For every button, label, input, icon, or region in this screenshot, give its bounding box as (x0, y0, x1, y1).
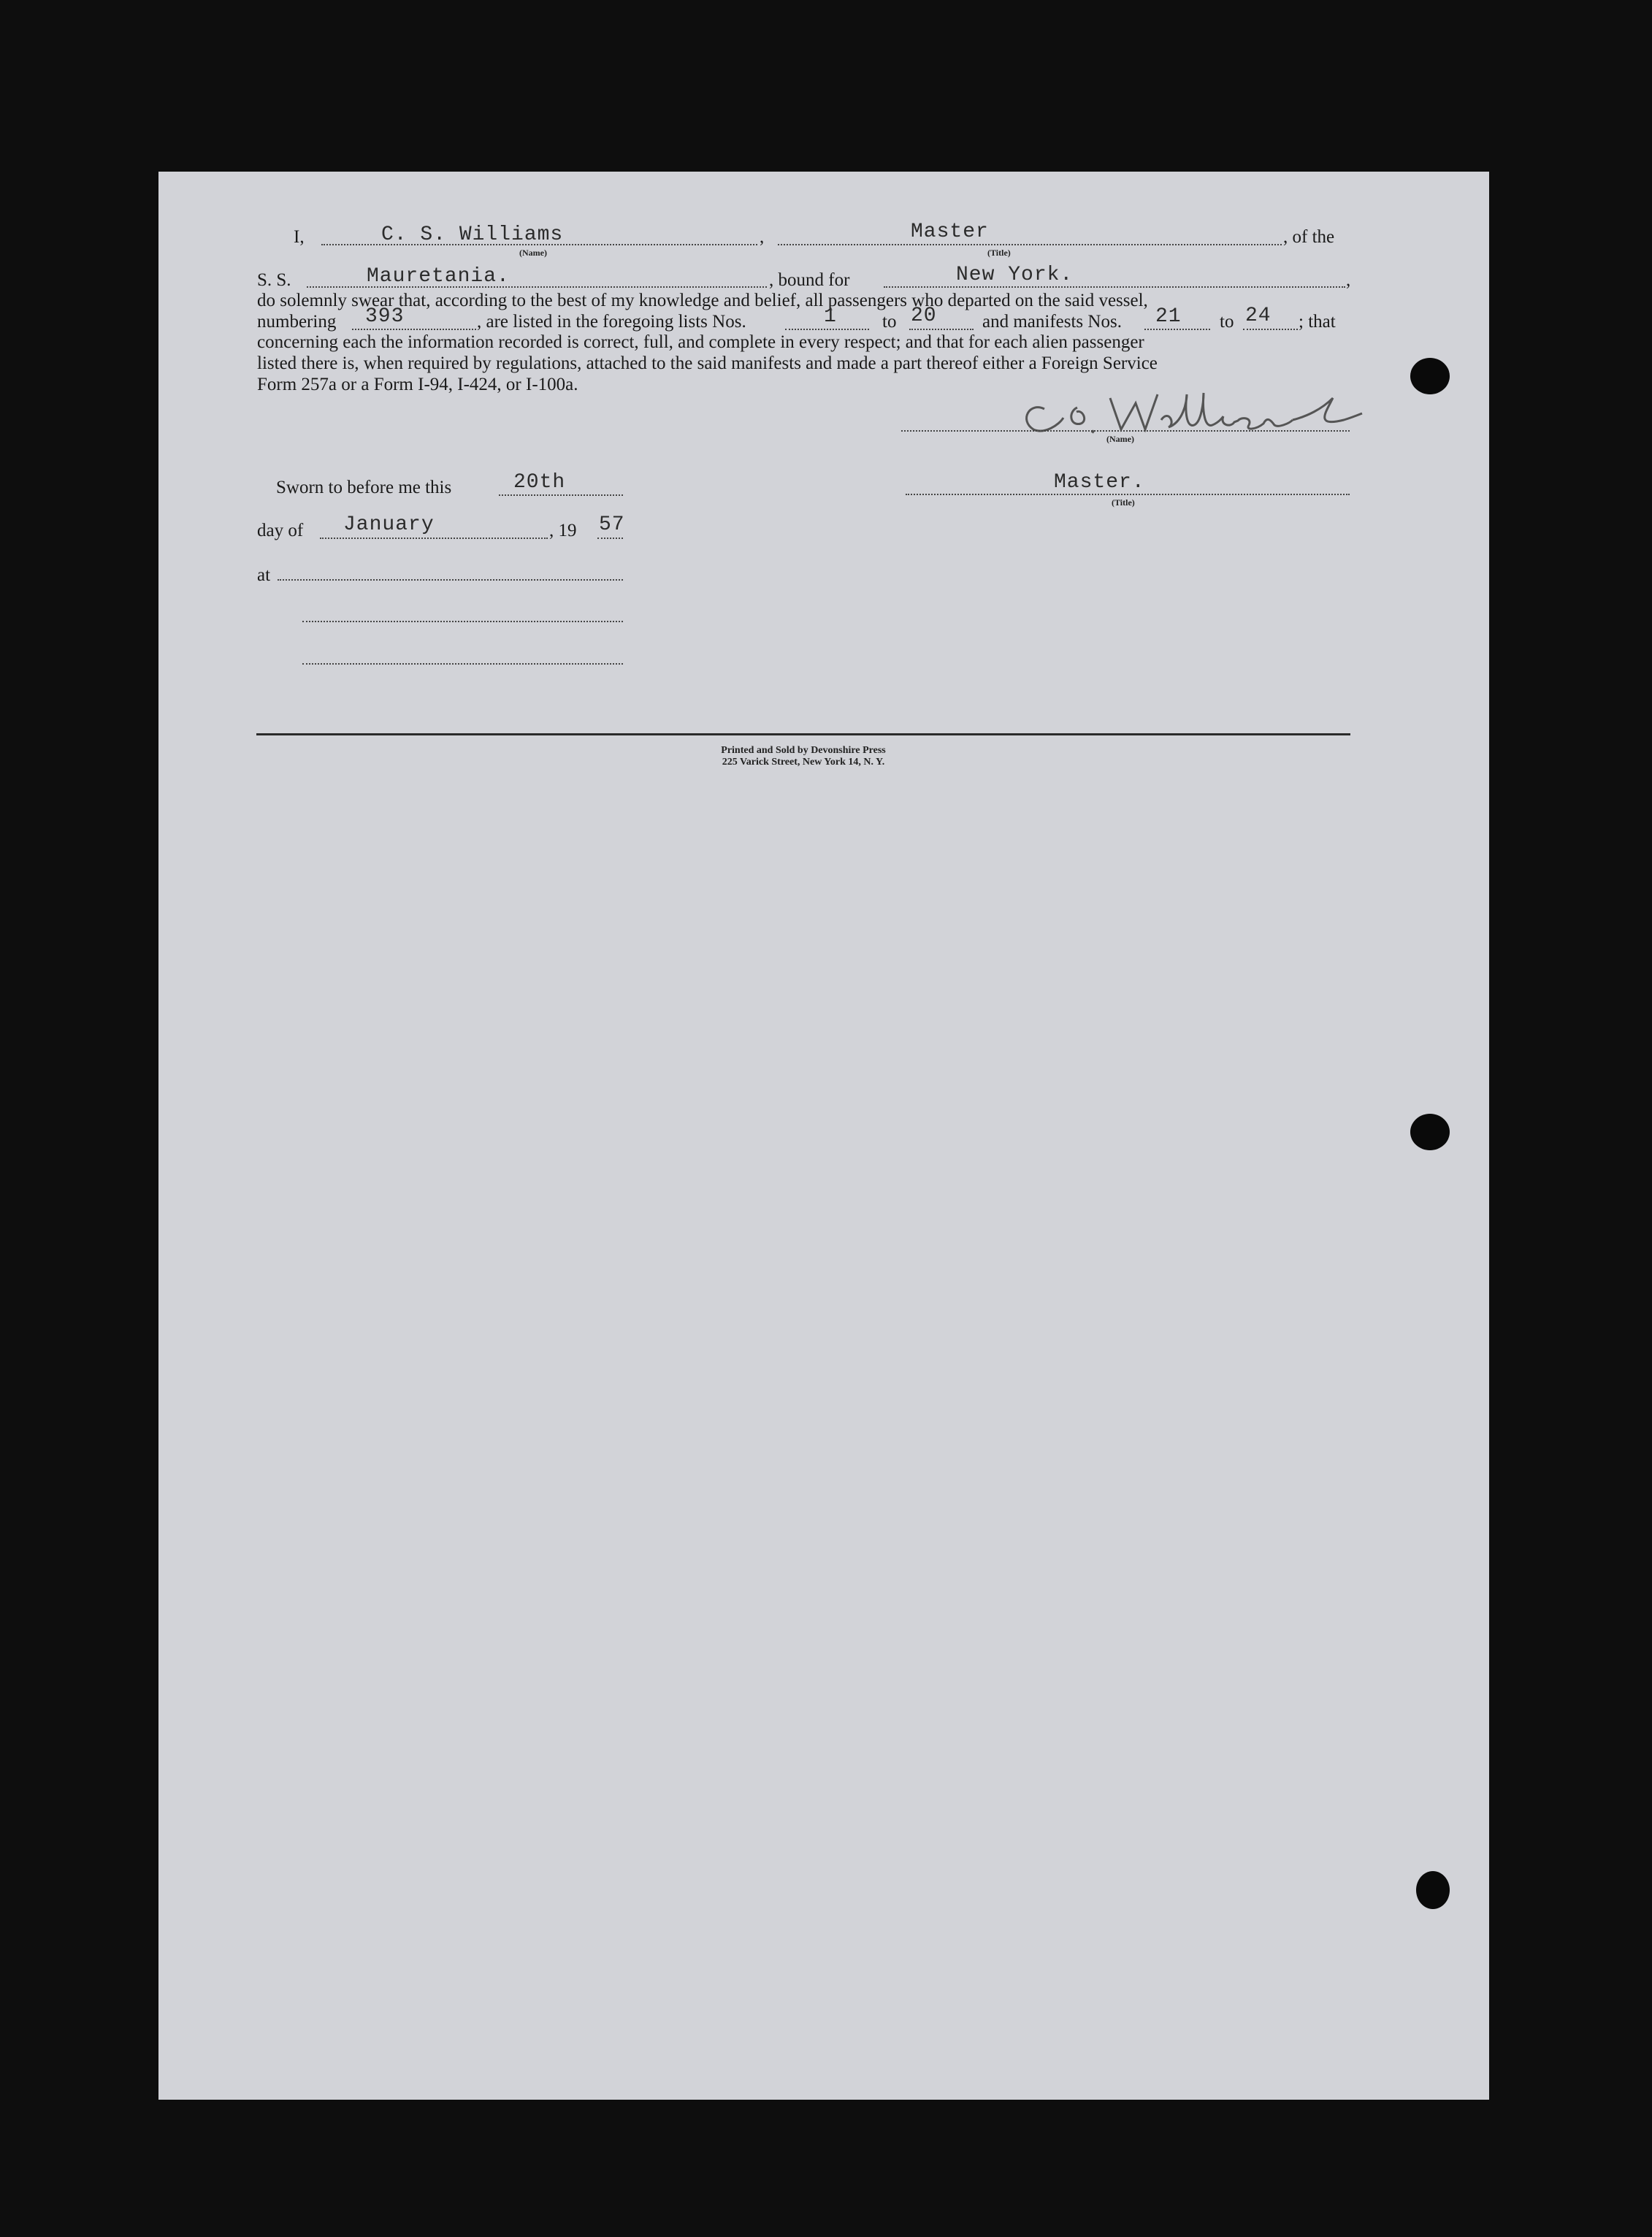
that-label: ; that (1299, 312, 1336, 332)
oath-body-line-3: do solemnly swear that, according to the best of my knowledge and belief, all passengers who departed on the said vessel, (257, 291, 1148, 310)
ss-label: S. S. (257, 270, 291, 290)
oath-body-line-6: listed there is, when required by regulations, attached to the said manifests and made a part thereof either a Foreign Service (257, 353, 1158, 373)
listed-text: , are listed in the foregoing lists Nos. (477, 312, 746, 332)
master-name-value: C. S. Williams (381, 223, 564, 246)
printer-imprint-line-2: 225 Varick Street, New York 14, N. Y. (722, 757, 885, 768)
manifest-to-value: 24 (1245, 305, 1271, 327)
comma-separator-2: , (1346, 270, 1351, 290)
master-title-value: Master (911, 221, 989, 243)
at-label: at (257, 565, 271, 585)
month-dotted-line (320, 538, 548, 539)
day-of-label: day of (257, 521, 304, 540)
name-caption: (Name) (519, 248, 547, 258)
punch-hole-top (1410, 358, 1450, 394)
passenger-count-value: 393 (365, 305, 405, 328)
punch-hole-bottom (1416, 1871, 1450, 1909)
list-to-value: 20 (911, 305, 937, 327)
year-dotted-line (597, 538, 623, 539)
list-from-value: 1 (824, 305, 837, 328)
bound-for-label: , bound for (769, 270, 850, 290)
signature-dotted-line (901, 430, 1350, 432)
location-dotted-line-1 (278, 579, 623, 581)
printer-imprint-line-1: Printed and Sold by Devonshire Press (721, 745, 886, 756)
sworn-label: Sworn to before me this (276, 478, 452, 497)
manifest-to-dotted-line (1243, 329, 1298, 330)
vessel-name-value: Mauretania. (367, 265, 510, 288)
oath-i-label: I, (294, 227, 305, 247)
numbering-label: numbering (257, 312, 337, 332)
day-dotted-line (499, 494, 623, 496)
divider-rule (256, 733, 1350, 735)
manifest-from-dotted-line (1144, 329, 1210, 330)
title-caption: (Title) (987, 248, 1011, 258)
location-dotted-line-2 (302, 621, 623, 622)
title-dotted-line (778, 244, 1282, 245)
to-label-1: to (882, 312, 897, 332)
oath-body-line-5: concerning each the information recorded is correct, full, and complete in every respect; and that for each alien passenger (257, 332, 1144, 352)
comma-separator: , (760, 227, 765, 247)
sworn-day-value: 20th (513, 471, 566, 494)
signer-title-value: Master. (1054, 471, 1145, 494)
signer-title-dotted-line (906, 494, 1350, 495)
to-label-2: to (1220, 312, 1234, 332)
oath-body-line-7: Form 257a or a Form I-94, I-424, or I-100a. (257, 375, 578, 394)
list-from-dotted-line (785, 329, 869, 330)
year-prefix: , 19 (549, 521, 577, 540)
location-dotted-line-3 (302, 663, 623, 665)
of-the-label: , of the (1283, 227, 1335, 247)
punch-hole-middle (1410, 1114, 1450, 1150)
passengers-dotted-line (352, 329, 476, 330)
destination-value: New York. (956, 264, 1074, 286)
document-page (158, 172, 1489, 2100)
list-to-dotted-line (909, 329, 974, 330)
sworn-year-value: 57 (599, 513, 625, 536)
destination-dotted-line (884, 286, 1345, 288)
sworn-month-value: January (343, 513, 435, 536)
signature-name-caption: (Name) (1106, 434, 1134, 444)
manifests-label: and manifests Nos. (982, 312, 1122, 332)
manifest-from-value: 21 (1155, 305, 1182, 328)
handwritten-signature (1001, 380, 1380, 446)
signer-title-caption: (Title) (1112, 497, 1135, 508)
